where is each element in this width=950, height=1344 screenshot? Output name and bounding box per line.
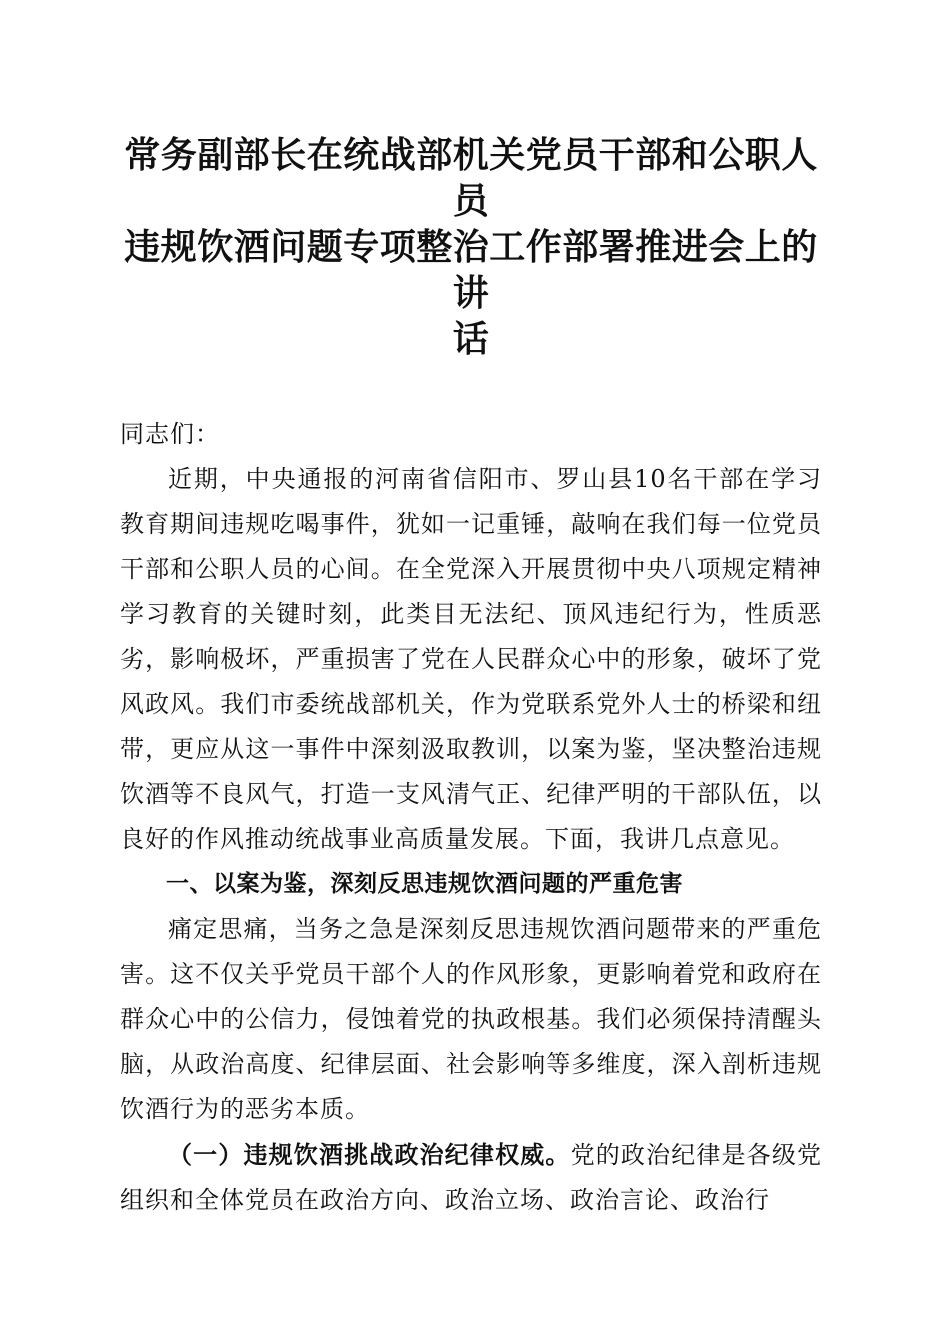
title-line-1: 常务副部长在统战部机关党员干部和公职人员 [124,134,818,222]
title-line-2: 违规饮酒问题专项整治工作部署推进会上的讲 [124,226,818,314]
title-line-3: 话 [452,318,490,360]
subsection-1-paragraph [120,1132,822,1223]
subsection-heading-1: （一）违规饮酒挑战政治纪律权威。 [168,1140,571,1169]
section-heading-1: 一、以案为鉴，深刻反思违规饮酒问题的严重危害 [166,871,683,897]
section-1-paragraph: 痛定思痛，当务之急是深刻反思违规饮酒问题带来的严重危害。这不仅关乎党员干部个人的作风形象，更影响着党和政府在群众心中的公信力，侵蚀着党的执政根基。我们必须保持清醒头脑，从政治高度、纪律层面、社会影响等多维度，深入剖析违规饮酒行为的恶劣本质。 [120,915,822,1123]
intro-paragraph: 近期，中央通报的河南省信阳市、罗山县10名干部在学习教育期间违规吃喝事件，犹如一记重锤，敲响在我们每一位党员干部和公职人员的心间。在全党深入开展贯彻中央八项规定精神学习教育的关键时刻，此类目无法纪、顶风违纪行为，性质恶劣，影响极坏，严重损害了党在人民群众心中的形象，破坏了党风政风。我们市委统战部机关，作为党联系党外人士的桥梁和纽带，更应从这一事件中深刻汲取教训，以案为鉴，坚决整治违规饮酒等不良风气，打造一支风清气正、纪律严明的干部队伍，以良好的作风推动统战事业高质量发展。下面，我讲几点意见。 [120,465,822,853]
salutation: 同志们： [120,420,220,448]
document-body [120,412,822,1223]
subsection-1-text: 党的政治纪律是各级党组织和全体党员在政治方向、政治立场、政治言论、政治行 [120,1141,823,1214]
document-title [120,132,822,362]
